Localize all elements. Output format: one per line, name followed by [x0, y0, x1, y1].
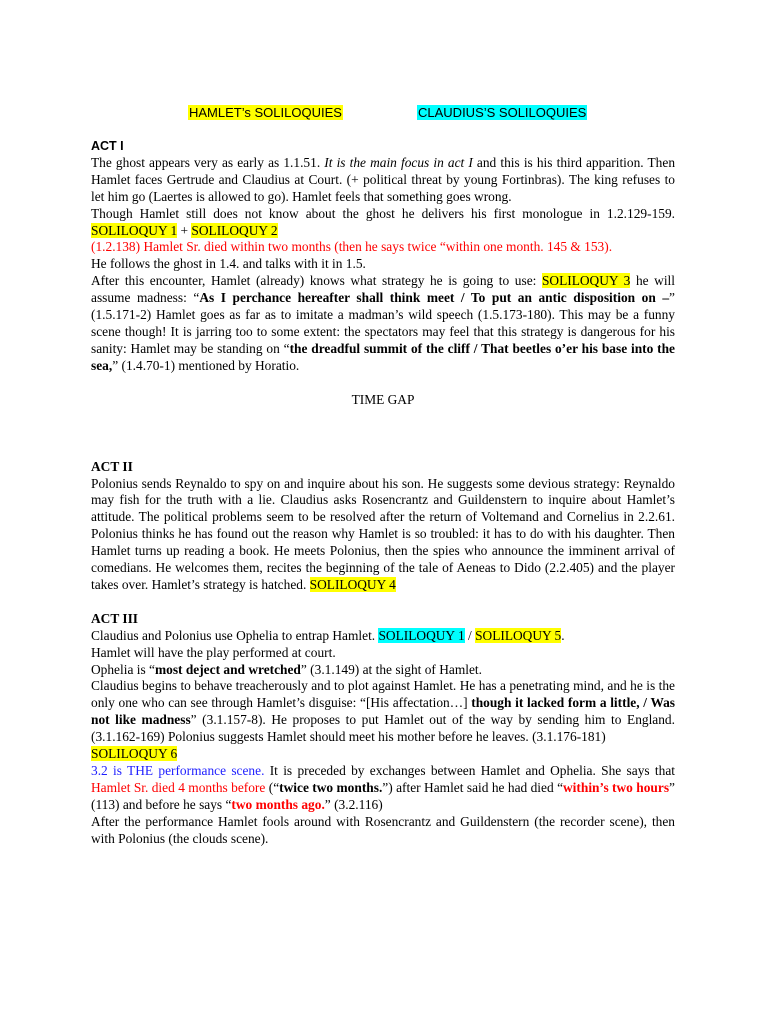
hamlet-soliloquies-header: HAMLET’s SOLILOQUIES — [189, 105, 342, 120]
act-iii-heading: ACT III — [91, 610, 139, 626]
quote-bold: As I perchance hereafter shall think meet / To put an antic disposition on – — [199, 290, 670, 306]
spacer — [91, 409, 675, 459]
claudius-soliloquy-1-highlight: SOLILOQUY 1 — [378, 627, 465, 643]
text-run: ” (3.2.116) — [324, 796, 383, 812]
act-iii-paragraph-5 — [91, 763, 675, 814]
hamlet-soliloquy-1-highlight: SOLILOQUY 1 — [91, 222, 178, 238]
act-iii-paragraph-4 — [91, 678, 675, 746]
act-iii-soliloquy-6-line — [91, 746, 675, 763]
text-run: It is preceded by exchanges between Hamlet and Ophelia. She says that — [264, 763, 675, 778]
text-run: Claudius begins to behave treacherously and to plot against Hamlet. He has a penetrating mind, and he is the only one who can see through Hamlet’s disguise: “[His affectation…] — [91, 678, 675, 711]
spacer — [91, 594, 675, 611]
claudius-soliloquies-header: CLAUDIUS’S SOLILOQUIES — [418, 105, 587, 120]
hamlet-soliloquy-4-highlight: SOLILOQUY 4 — [309, 576, 396, 592]
italic-run: It is the main focus in act I — [324, 154, 473, 170]
act-iii-paragraph-6: After the performance Hamlet fools around with Rosencrantz and Guildenstern (the recorder scene), then with Polonius (the clouds scene). — [91, 813, 675, 846]
text-run: ” (3.1.149) at the sight of Hamlet. — [300, 661, 482, 677]
text-run: ”) after Hamlet said he had died “ — [382, 779, 564, 795]
act-i-paragraph-1 — [91, 155, 675, 206]
text-run: ” (1.4.70-1) mentioned by Horatio. — [112, 357, 300, 373]
act-ii-heading: ACT II — [91, 458, 133, 474]
text-run: he will assume madness: “ — [91, 273, 675, 306]
time-gap-label: TIME GAP — [351, 391, 415, 407]
text-run: and this is his third apparition. Then Hamlet faces Gertrude and Claudius at Court. (+ political threat by young Fortinbras). The king refuses to let him go (Laertes is allowed to go). Hamlet feels that something goes wrong. — [91, 154, 676, 204]
text-run: (“ — [265, 779, 280, 795]
text-run: ” (1.5.171-2) Hamlet goes as far as to imitate a madman’s wild speech (1.5.173-180). This may be a funny scene though! It is jarring too to some extent: the spectators may feel that this strategy is dangerous for his sanity: Hamlet may be standing on “ — [91, 290, 675, 356]
act-ii-paragraph — [91, 476, 675, 594]
quote-bold: most deject and wretched — [154, 661, 301, 677]
text-run: Claudius and Polonius use Ophelia to entrap Hamlet. — [91, 627, 379, 643]
act-i-heading: ACT I — [91, 139, 124, 153]
text-run: ” (3.1.157-8). He proposes to put Hamlet out of the way by sending him to England. (3.1.162-169) Polonius suggests Hamlet should meet his mother before he leaves. (3.1.176-181) — [91, 712, 675, 745]
quote-bold: though it lacked form a little, / Was not like madness — [91, 695, 675, 728]
quote-bold: the dreadful summit of the cliff / That beetles o’er his base into the sea, — [91, 340, 676, 373]
red-bold-run: within’s two hours — [563, 779, 670, 795]
act-iii-paragraph-2: Hamlet will have the play performed at court. — [91, 644, 336, 660]
text-run: Though Hamlet still does not know about the ghost he delivers his first monologue in 1.2.129-159. — [91, 205, 675, 221]
text-run: After this encounter, Hamlet (already) knows what strategy he is going to use: — [91, 273, 542, 289]
text-run: / — [464, 627, 476, 643]
act-iii-paragraph-3 — [91, 662, 675, 679]
column-headers — [0, 105, 768, 125]
text-run: + — [177, 222, 192, 238]
red-bold-run: two months ago. — [231, 796, 325, 812]
text-run: ” (113) and before he says “ — [91, 779, 675, 812]
text-run: The ghost appears very as early as 1.1.51. — [91, 154, 325, 170]
hamlet-soliloquy-5-highlight: SOLILOQUY 5 — [475, 627, 562, 643]
text-run: Polonius sends Reynaldo to spy on and inquire about his son. He suggests some devious strategy: Reynaldo may fish for the truth with a lie. Claudius asks Rosencrantz and Guildenstern to inquire about Hamlet’s attitude. The political problems seem to be resolved after the return of Voltemand and Cornelius in 2.2.61. Polonius thinks he has found out the reason why Hamlet is so troubled: it has to do with his daughter. Then Hamlet turns up reading a book. He meets Polonius, then the spies who announce the imminent arrival of comedians. He welcomes them, recites the beginning of the tale of Aeneas to Dido (2.2.405) and the player takes over. Hamlet’s strategy is hatched. — [91, 475, 675, 592]
act-iii-paragraph-1 — [91, 628, 675, 645]
hamlet-soliloquy-2-highlight: SOLILOQUY 2 — [191, 222, 278, 238]
text-run: Ophelia is “ — [91, 661, 155, 677]
hamlet-soliloquy-6-highlight: SOLILOQUY 6 — [91, 746, 178, 762]
text-run: . — [561, 627, 565, 643]
act-i-paragraph-5 — [91, 273, 675, 374]
hamlet-soliloquy-3-highlight: SOLILOQUY 3 — [541, 273, 631, 289]
blue-run: 3.2 is THE performance scene. — [91, 763, 265, 778]
act-i-paragraph-2 — [91, 206, 675, 240]
document-body — [91, 138, 675, 848]
act-i-red-note: (1.2.138) Hamlet Sr. died within two months (then he says twice “within one month. 145 & 153). — [91, 239, 613, 255]
quote-bold: twice two months. — [279, 779, 383, 795]
act-i-paragraph-4: He follows the ghost in 1.4. and talks with it in 1.5. — [91, 256, 366, 272]
red-run: Hamlet Sr. died 4 months before — [91, 779, 266, 795]
spacer — [91, 375, 675, 392]
